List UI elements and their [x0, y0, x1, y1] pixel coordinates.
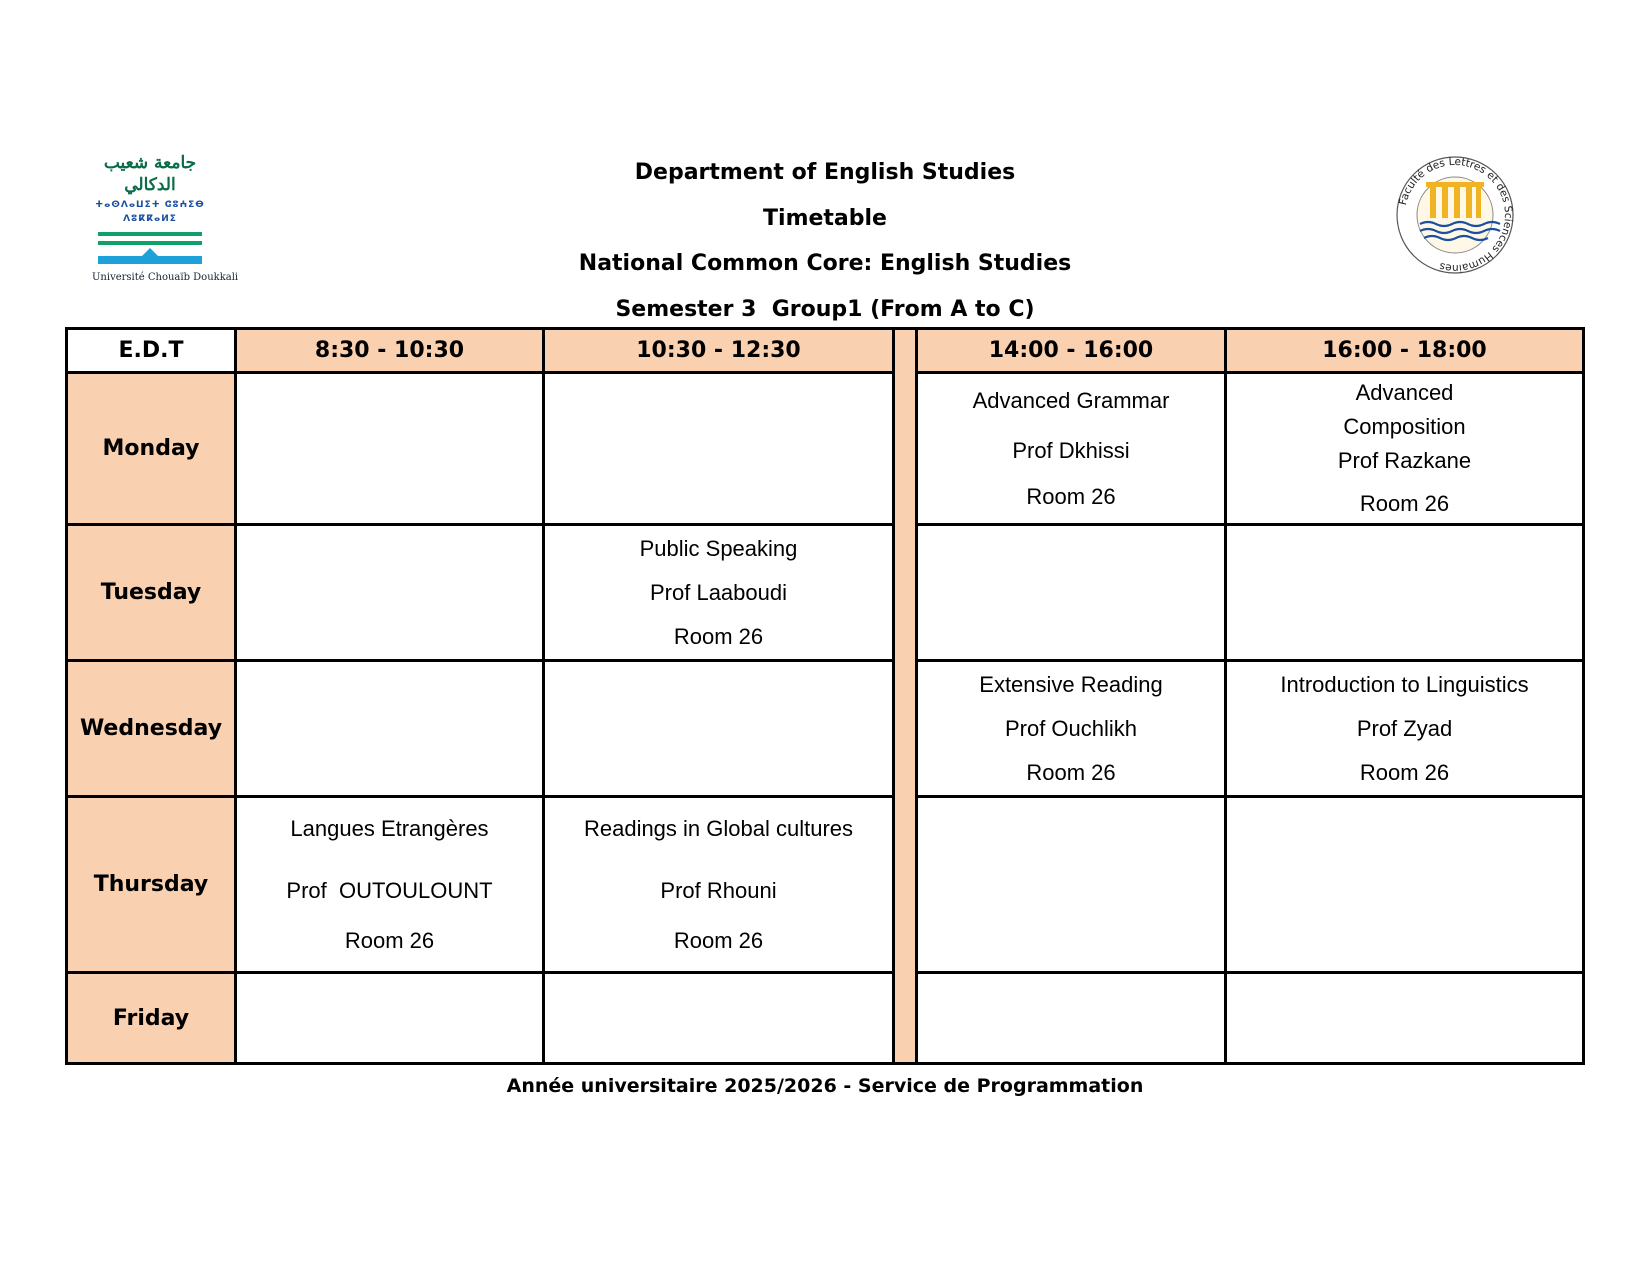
- day-label-friday: Friday: [65, 971, 237, 1065]
- course-name-line1: Advanced: [1355, 380, 1454, 405]
- time-slot-header: 10:30 - 12:30: [542, 327, 895, 374]
- session-cell: [542, 795, 895, 974]
- empty-slot: [1224, 795, 1585, 974]
- empty-slot: [234, 971, 545, 1065]
- course-name: Public Speaking: [639, 535, 798, 561]
- programme-title: National Common Core: English Studies: [578, 251, 1072, 276]
- footer-text: Année universitaire 2025/2026 - Service de Programmation: [506, 1075, 1144, 1097]
- professor-name: Prof Ouchlikh: [1004, 715, 1138, 741]
- professor-name: Prof Rhouni: [660, 877, 777, 903]
- empty-slot: [915, 971, 1227, 1065]
- time-slot-header: 8:30 - 10:30: [234, 327, 545, 374]
- corner-label: E.D.T: [65, 327, 237, 374]
- wave-emblem-icon: [98, 228, 202, 268]
- professor-name: Prof OUTOULOUNT: [286, 877, 493, 903]
- session-cell: [1224, 371, 1585, 526]
- room-label: Room 26: [1026, 483, 1116, 509]
- session-cell: [915, 371, 1227, 526]
- room-label: Room 26: [673, 623, 764, 649]
- timetable: [65, 327, 1585, 1065]
- university-french-name: Université Chouaïb Doukkali: [92, 272, 239, 283]
- empty-slot: [542, 371, 895, 526]
- day-label-monday: Monday: [65, 371, 237, 526]
- empty-slot: [1224, 523, 1585, 662]
- group-title: Semester 3 Group1 (From A to C): [615, 296, 1035, 322]
- professor-name: Prof Zyad: [1356, 715, 1453, 741]
- room-label: Room 26: [673, 927, 764, 953]
- session-cell: [234, 795, 545, 974]
- professor-name: Prof Razkane: [1337, 448, 1472, 473]
- faculty-emblem-icon: [1390, 150, 1520, 280]
- professor-name: Prof Laaboudi: [650, 579, 787, 605]
- course-name: Readings in Global cultures: [583, 815, 854, 841]
- empty-slot: [1224, 971, 1585, 1065]
- room-label: Room 26: [1359, 759, 1450, 785]
- room-label: Room 26: [1359, 491, 1450, 516]
- session-cell: [542, 523, 895, 662]
- day-label-thursday: Thursday: [65, 795, 237, 974]
- empty-slot: [915, 523, 1227, 662]
- session-cell: [1224, 659, 1585, 798]
- course-name: Extensive Reading: [979, 671, 1163, 697]
- empty-slot: [542, 971, 895, 1065]
- empty-slot: [234, 523, 545, 662]
- empty-slot: [234, 659, 545, 798]
- faculty-logo: [1390, 150, 1520, 280]
- empty-slot: [234, 371, 545, 526]
- time-slot-header: 14:00 - 16:00: [915, 327, 1227, 374]
- course-name: Langues Etrangères: [290, 815, 489, 841]
- session-cell: [915, 659, 1227, 798]
- university-logo: [92, 152, 239, 283]
- room-label: Room 26: [344, 927, 435, 953]
- room-label: Room 26: [1026, 759, 1116, 785]
- day-label-wednesday: Wednesday: [65, 659, 237, 798]
- professor-name: Prof Dkhissi: [1012, 437, 1130, 463]
- university-tifinagh-name: ⵜⴰⵙⴷⴰⵡⵉⵜ ⵛⵓⵄⵉⴱ ⴷⵓⴽⴽⴰⵍⵉ: [95, 200, 205, 224]
- faculty-ring-text: Faculté des Lettres et des Sciences Humaines: [1397, 155, 1515, 275]
- time-slot-header: 16:00 - 18:00: [1224, 327, 1585, 374]
- empty-slot: [542, 659, 895, 798]
- course-name: Introduction to Linguistics: [1280, 671, 1529, 697]
- university-arabic-name: جامعة شعيب الدكالي: [103, 153, 197, 195]
- day-label-tuesday: Tuesday: [65, 523, 237, 662]
- department-title: Department of English Studies: [634, 160, 1016, 185]
- empty-slot: [915, 795, 1227, 974]
- document-type-title: Timetable: [763, 205, 887, 231]
- course-name-line2: Composition: [1343, 414, 1466, 439]
- course-name: Advanced Grammar: [972, 387, 1170, 413]
